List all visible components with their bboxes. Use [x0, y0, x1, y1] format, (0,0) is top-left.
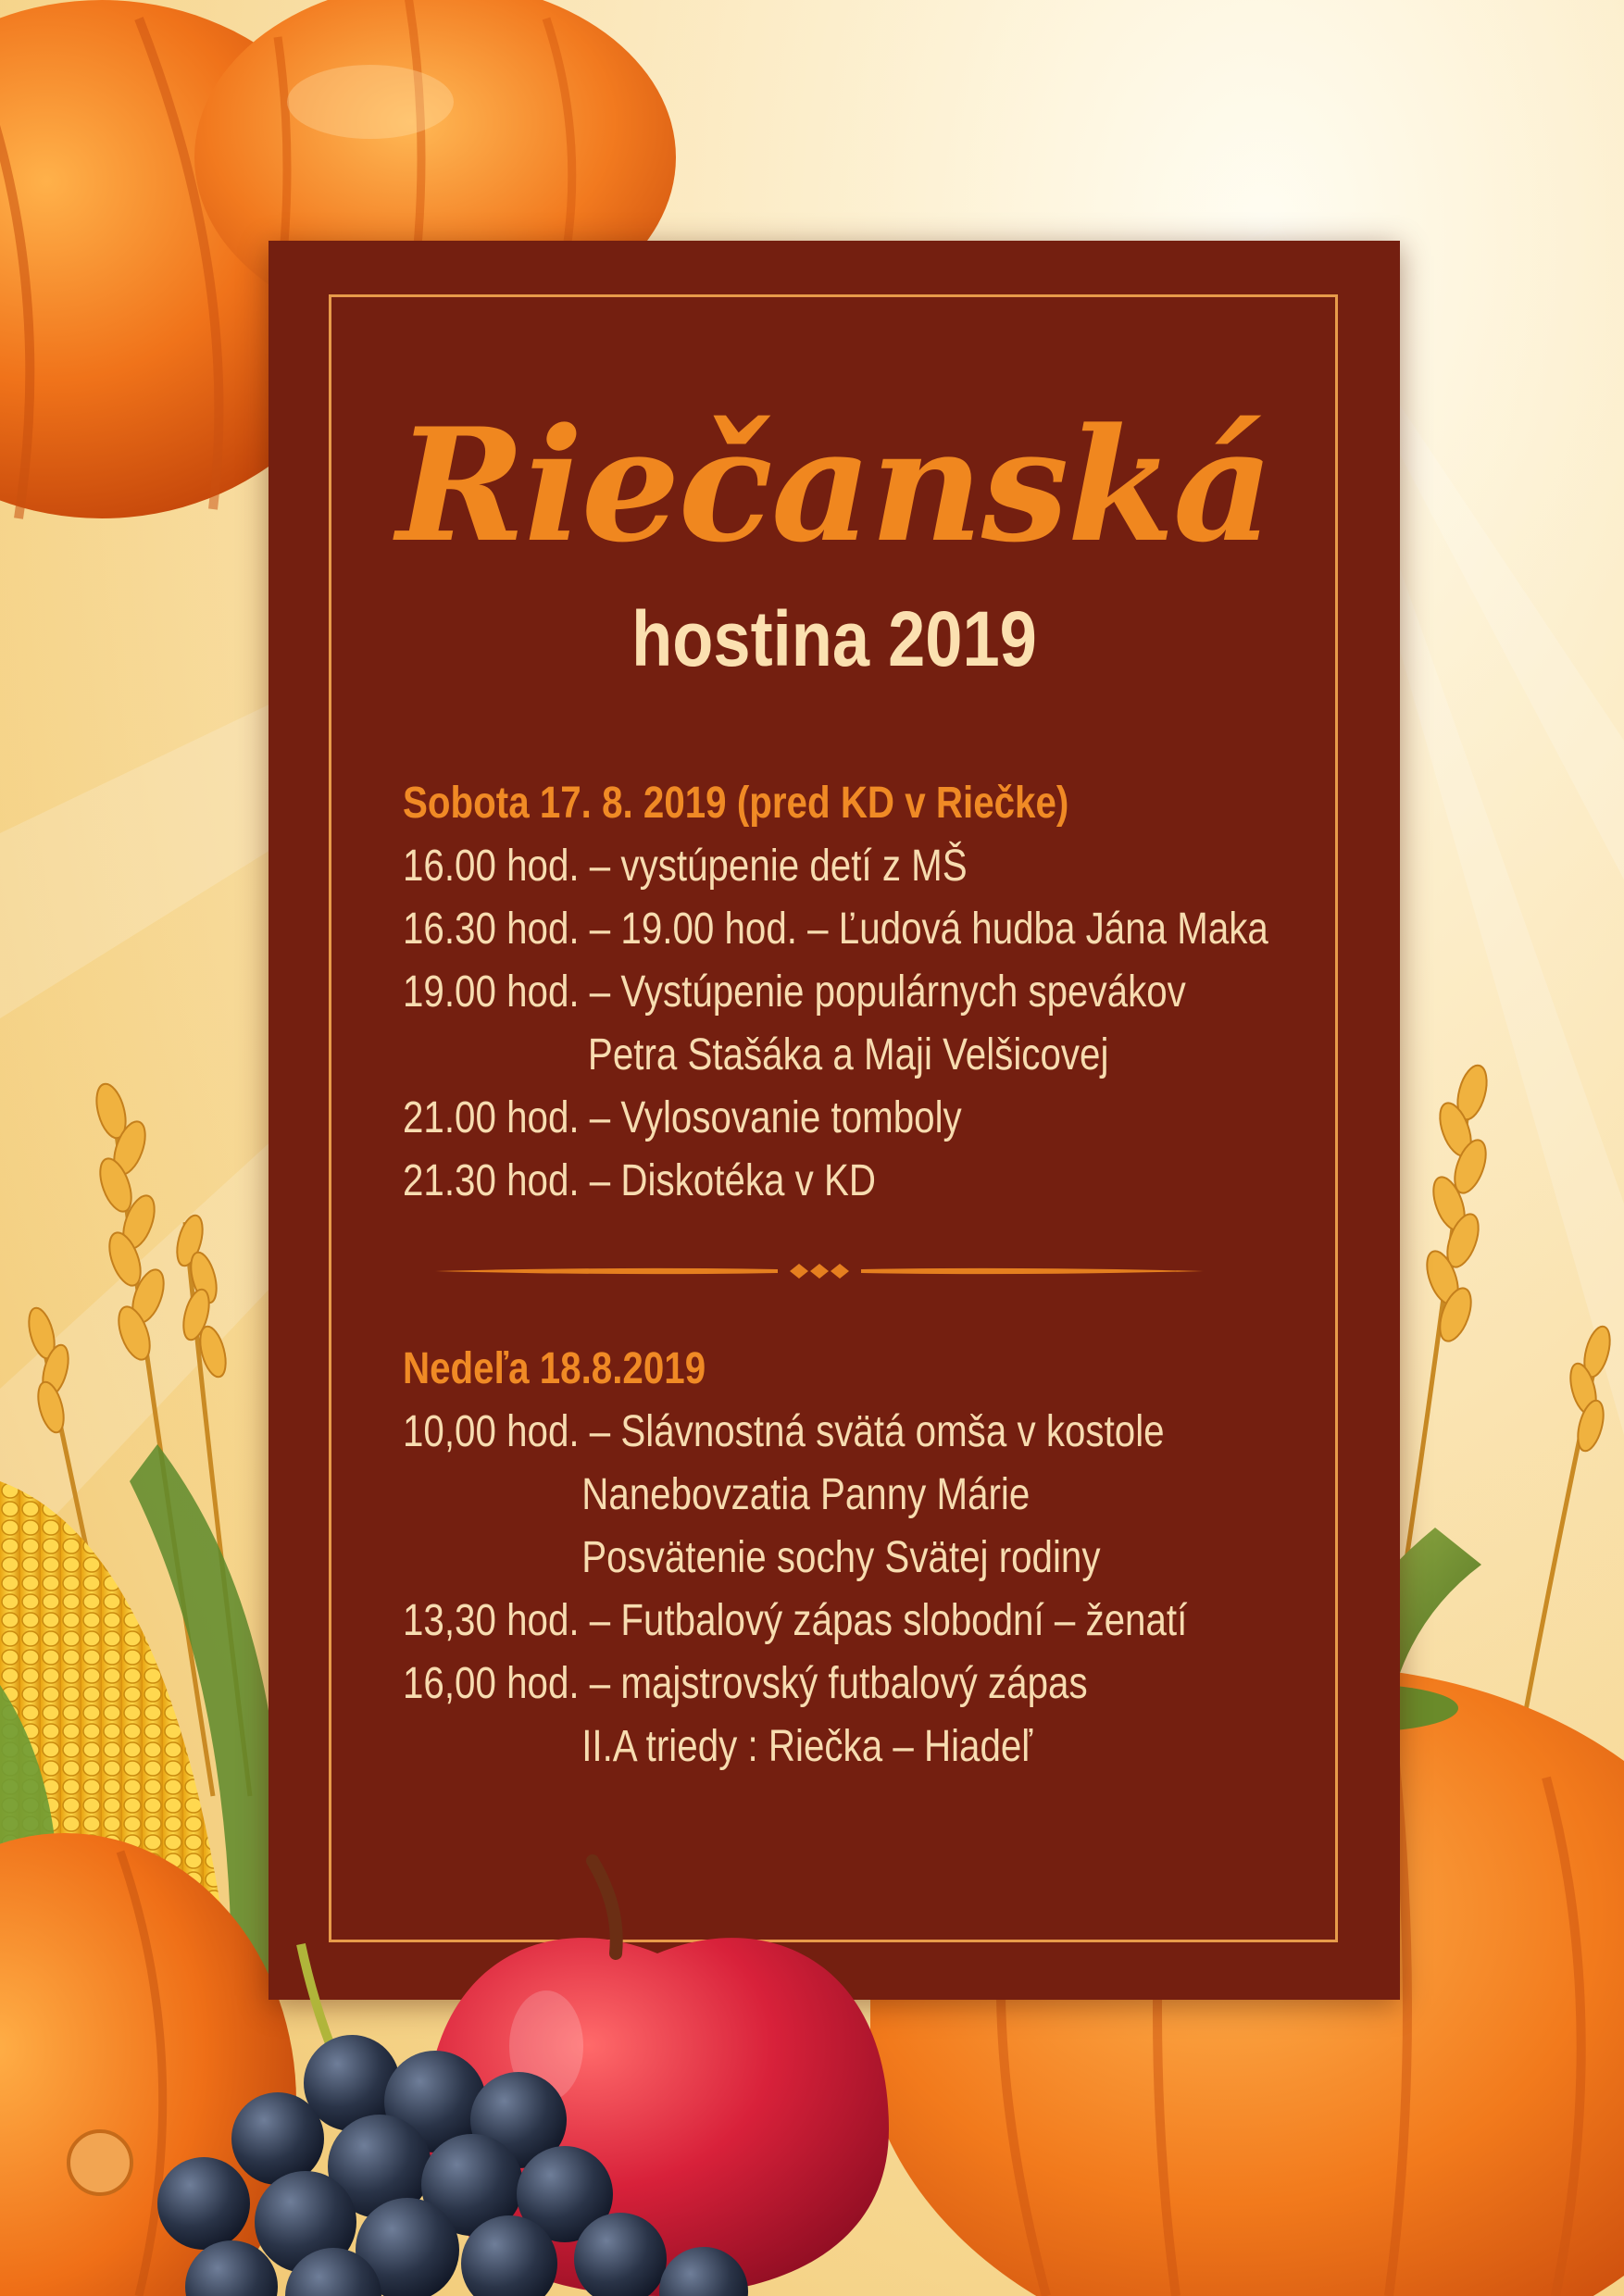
- saturday-heading: Sobota 17. 8. 2019 (pred KD v Riečke): [403, 779, 1069, 828]
- schedule-line-continuation: Nanebovzatia Panny Márie: [581, 1470, 1031, 1519]
- poster-panel: [269, 241, 1400, 2000]
- schedule-line: 21.30 hod. – Diskotéka v KD: [403, 1156, 877, 1205]
- title-script: Riečanská: [396, 393, 1272, 577]
- saturday-schedule: [403, 772, 1268, 1213]
- schedule-line: 16.30 hod. – 19.00 hod. – Ľudová hudba Jána Maka: [403, 905, 1268, 954]
- sunday-schedule: [403, 1338, 1188, 1778]
- schedule-line-continuation: II.A triedy : Riečka – Hiadeľ: [581, 1722, 1033, 1771]
- schedule-line: 21.00 hod. – Vylosovanie tomboly: [403, 1093, 962, 1142]
- schedule-line: 10,00 hod. – Slávnostná svätá omša v kostole: [403, 1407, 1165, 1456]
- grapes-icon: [139, 1926, 787, 2296]
- ornamental-divider: [435, 1257, 1204, 1285]
- schedule-line: 16.00 hod. – vystúpenie detí z MŠ: [403, 842, 968, 891]
- schedule-line: 13,30 hod. – Futbalový zápas slobodní – ženatí: [403, 1596, 1188, 1645]
- schedule-line: 16,00 hod. – majstrovský futbalový zápas: [403, 1659, 1088, 1708]
- sunday-heading: Nedeľa 18.8.2019: [403, 1344, 706, 1393]
- schedule-line: 19.00 hod. – Vystúpenie populárnych spevákov: [403, 967, 1186, 1017]
- schedule-line-continuation: Posvätenie sochy Svätej rodiny: [581, 1533, 1101, 1582]
- title-subtitle: hostina 2019: [631, 595, 1037, 682]
- schedule-line-continuation: Petra Stašáka a Maji Velšicovej: [587, 1030, 1109, 1079]
